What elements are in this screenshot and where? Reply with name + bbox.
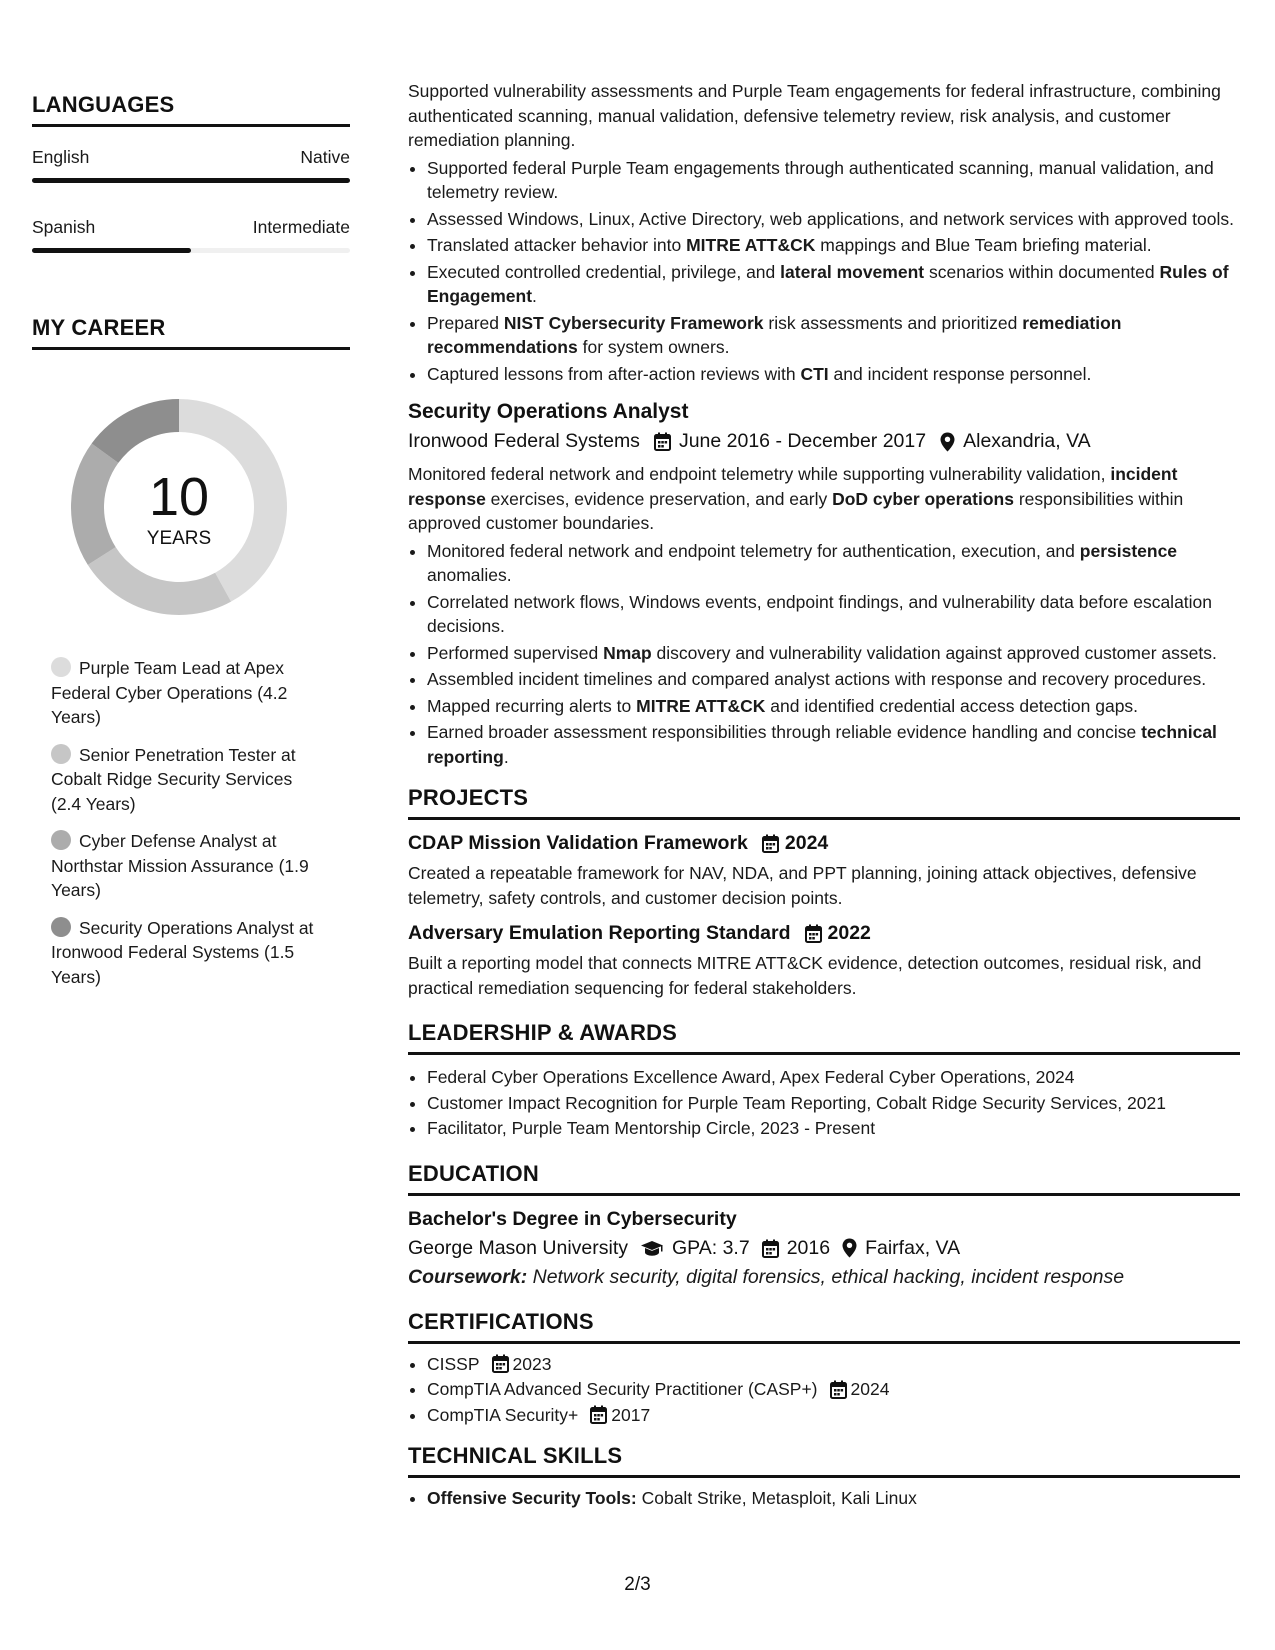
job-bullet	[427, 667, 1240, 692]
job-bullet	[427, 362, 1240, 387]
text-span: Earned broader assessment responsibilities through reliable evidence handling and concise	[427, 722, 1142, 742]
language-row	[32, 147, 350, 168]
school-location: Fairfax, VA	[865, 1236, 961, 1259]
job-bullet	[427, 233, 1240, 258]
text-span: exercises, evidence preservation, and early	[485, 488, 833, 509]
award-item: • Customer Impact Recognition for Purple Team Reporting, Cobalt Ridge Security Services, 2021	[427, 1091, 1240, 1116]
text-span: risk assessments and prioritized	[763, 312, 1023, 333]
languages-section	[32, 92, 350, 253]
bold-text: technical reporting	[427, 722, 1217, 767]
text-span: .	[503, 746, 509, 767]
job-bullet	[427, 156, 1240, 205]
degree-name: Bachelor's Degree in Cybersecurity	[408, 1207, 737, 1230]
text-span: and identified credential access detection gaps.	[765, 695, 1139, 716]
text-span: Monitored federal network and endpoint telemetry while supporting vulnerability validation,	[408, 464, 1111, 484]
right-column	[408, 79, 1240, 1512]
career-legend-item	[51, 743, 326, 817]
coursework-text: Network security, digital forensics, ethical hacking, incident response	[527, 1265, 1125, 1288]
certification-row	[427, 1377, 1240, 1402]
language-name: Spanish	[32, 217, 96, 237]
job-bullet	[427, 207, 1240, 232]
text-span: responsibilities within approved customer boundaries.	[408, 488, 1184, 533]
skill-label: Offensive Security Tools:	[427, 1488, 637, 1508]
language-proficiency-bar	[32, 178, 350, 183]
text-span: Translated attacker behavior into	[427, 235, 687, 255]
career-legend-text: Cyber Defense Analyst at Northstar Mission Assurance (1.9 Years)	[51, 831, 309, 900]
gpa: GPA: 3.7	[672, 1236, 750, 1259]
text-span: Captured lessons from after-action reviews with	[427, 363, 801, 384]
certification-name: • CompTIA Security+	[427, 1404, 579, 1425]
language-proficiency-fill	[32, 178, 350, 183]
certification-name: • CompTIA Advanced Security Practitioner (CASP+)	[427, 1379, 818, 1399]
bold-text: remediation recommendations	[427, 312, 1122, 357]
career-legend-item	[51, 916, 326, 990]
bold-text: MITRE ATT&CK	[686, 235, 816, 255]
job-bullet	[427, 694, 1240, 719]
education-section	[408, 1161, 1240, 1289]
career-legend-text: Security Operations Analyst at Ironwood Federal Systems (1.5 Years)	[51, 917, 314, 987]
job-bullet	[427, 641, 1240, 666]
certifications-list	[408, 1352, 1240, 1428]
text-span: Correlated network flows, Windows events, endpoint findings, and vulnerability data before escalation decisions.	[427, 591, 1213, 636]
bold-text: persistence	[1079, 540, 1178, 561]
project-title	[408, 832, 1240, 855]
certifications-section	[408, 1309, 1240, 1428]
language-level: Native	[300, 147, 350, 167]
skills-section	[408, 1443, 1240, 1511]
job-title: Security Operations Analyst	[408, 400, 689, 423]
skills-list	[408, 1486, 1240, 1511]
text-span: Executed controlled credential, privilege, and	[427, 261, 781, 282]
career-total-unit: YEARS	[146, 528, 212, 549]
job-dates: June 2016 - December 2017	[678, 430, 927, 452]
bold-text: MITRE ATT&CK	[636, 695, 766, 716]
bold-text: Nmap	[603, 642, 652, 663]
text-span: scenarios within documented	[924, 261, 1160, 282]
career-title: MY CAREER	[32, 315, 350, 350]
legend-dot	[51, 917, 71, 937]
job-bullet	[427, 539, 1240, 588]
project-year: 2022	[827, 922, 871, 944]
bold-text: Rules of Engagement	[427, 261, 1229, 306]
left-column	[32, 92, 350, 1002]
job-company: Ironwood Federal Systems	[408, 430, 640, 452]
legend-dot	[51, 744, 71, 764]
certification-item	[427, 1352, 1240, 1377]
award-item: • Federal Cyber Operations Excellence Award, Apex Federal Cyber Operations, 2024	[427, 1065, 1240, 1090]
skills-title: TECHNICAL SKILLS	[408, 1443, 1240, 1478]
bold-text: NIST Cybersecurity Framework	[503, 312, 764, 333]
certifications-title: CERTIFICATIONS	[408, 1309, 1240, 1344]
text-span: Monitored federal network and endpoint telemetry for authentication, execution, and	[427, 540, 1080, 561]
leadership-list	[408, 1065, 1240, 1141]
certification-year: 2017	[611, 1404, 651, 1425]
skill-value: Cobalt Strike, Metasploit, Kali Linux	[636, 1488, 917, 1508]
job-bullet	[427, 311, 1240, 360]
text-span: discovery and vulnerability validation against approved customer assets.	[651, 642, 1217, 663]
career-legend-text: Purple Team Lead at Apex Federal Cyber Operations (4.2 Years)	[51, 658, 288, 727]
language-proficiency-fill	[32, 248, 191, 253]
coursework-label: Coursework:	[408, 1265, 528, 1288]
languages-list	[32, 147, 350, 253]
calendar-icon	[492, 1354, 509, 1373]
language-level: Intermediate	[252, 217, 350, 237]
certification-row	[427, 1352, 1240, 1377]
leadership-section	[408, 1020, 1240, 1141]
text-span: Assessed Windows, Linux, Active Directory, web applications, and network services with approved tools.	[427, 208, 1234, 229]
legend-dot	[51, 830, 71, 850]
text-span: Assembled incident timelines and compared analyst actions with response and recovery procedures.	[427, 669, 1207, 689]
career-legend-item	[51, 829, 326, 903]
projects-title: PROJECTS	[408, 785, 1240, 820]
donut-center	[64, 392, 294, 622]
education-title: EDUCATION	[408, 1161, 1240, 1196]
award-item: • Facilitator, Purple Team Mentorship Circle, 2023 - Present	[427, 1116, 1240, 1141]
language-name: English	[32, 147, 90, 167]
project-description: Created a repeatable framework for NAV, NDA, and PPT planning, joining attack objectives, defensive telemetry, safety controls, and customer decision points.	[408, 863, 1197, 908]
bold-text: lateral movement	[780, 261, 925, 282]
job-location: Alexandria, VA	[963, 430, 1091, 452]
project-name: CDAP Mission Validation Framework	[408, 832, 748, 854]
career-legend	[32, 656, 350, 989]
map-pin-icon	[940, 432, 955, 452]
language-row	[32, 217, 350, 238]
calendar-icon	[805, 924, 822, 943]
career-donut-chart	[64, 392, 294, 622]
school-name: George Mason University	[408, 1236, 629, 1259]
language-proficiency-bar	[32, 248, 350, 253]
text-span: .	[532, 286, 537, 306]
projects-list	[408, 832, 1240, 1000]
projects-section	[408, 785, 1240, 1000]
page-number: 2/3	[624, 1574, 651, 1595]
bold-text: incident response	[408, 464, 1178, 509]
certification-item	[427, 1403, 1240, 1428]
job-meta	[408, 430, 1240, 453]
job-bullet	[427, 720, 1240, 769]
text-span: mappings and Blue Team briefing material.	[815, 235, 1152, 255]
education-meta	[408, 1237, 1240, 1260]
leadership-title: LEADERSHIP & AWARDS	[408, 1020, 1240, 1055]
career-legend-item	[51, 656, 326, 730]
skill-item	[427, 1486, 1240, 1511]
certification-row	[427, 1403, 1240, 1428]
career-legend-text: Senior Penetration Tester at Cobalt Ridge Security Services (2.4 Years)	[51, 744, 296, 814]
bold-text: CTI	[800, 363, 829, 384]
map-pin-icon	[842, 1238, 857, 1258]
career-section	[32, 315, 350, 989]
bold-text: DoD cyber operations	[832, 488, 1014, 509]
graduation-cap-icon	[640, 1240, 664, 1257]
project-description: Built a reporting model that connects MITRE ATT&CK evidence, detection outcomes, residual risk, and practical remediation sequencing for federal stakeholders.	[408, 953, 1202, 998]
job-entry	[408, 400, 1240, 769]
certification-year: 2023	[512, 1353, 552, 1374]
job-description	[408, 462, 1240, 536]
job-bullet-list	[408, 539, 1240, 770]
text-span: Supported federal Purple Team engagements through authenticated scanning, manual validation, and telemetry review.	[427, 157, 1214, 202]
languages-title: LANGUAGES	[32, 92, 350, 127]
job-bullet	[427, 590, 1240, 639]
project-name: Adversary Emulation Reporting Standard	[408, 922, 791, 944]
job-bullets	[408, 156, 1240, 387]
certification-name: • CISSP	[427, 1353, 480, 1374]
coursework	[408, 1266, 1240, 1289]
text-span: Mapped recurring alerts to	[427, 695, 637, 716]
experience-continued	[408, 79, 1240, 386]
career-total-years: 10	[148, 467, 210, 527]
certification-item	[427, 1377, 1240, 1402]
graduation-year: 2016	[786, 1236, 831, 1259]
job-bullet	[427, 260, 1240, 309]
text-span: Performed supervised	[427, 642, 604, 663]
project-year: 2024	[784, 832, 829, 854]
project-title	[408, 922, 1240, 945]
calendar-icon	[762, 1239, 779, 1258]
text-span: and incident response personnel.	[828, 363, 1092, 384]
text-span: anomalies.	[427, 565, 512, 585]
text-span: Prepared	[427, 312, 504, 333]
certification-year: 2024	[850, 1379, 890, 1399]
legend-dot	[51, 657, 71, 677]
calendar-icon	[762, 834, 779, 853]
job-summary: Supported vulnerability assessments and Purple Team engagements for federal infrastructure, combining authenticated scanning, manual validation, defensive telemetry review, risk analysis, and customer remediation planning.	[408, 81, 1221, 150]
calendar-icon	[590, 1405, 607, 1424]
text-span: for system owners.	[577, 337, 730, 357]
calendar-icon	[654, 432, 671, 451]
calendar-icon	[830, 1380, 847, 1399]
